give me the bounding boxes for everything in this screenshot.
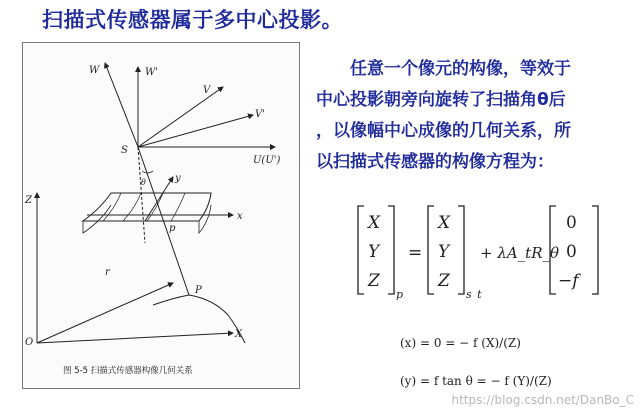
rhs-subscript: s_t xyxy=(466,288,482,300)
strip-y-axis xyxy=(145,177,173,221)
label-w-prime: W' xyxy=(145,67,159,78)
label-r: r xyxy=(105,267,110,278)
formula-y: (y) = f tan θ = − f (Y)/(Z) xyxy=(400,374,552,388)
description-line-3: ，以像幅中心成像的几何关系，所 xyxy=(316,121,571,141)
label-v: V xyxy=(203,85,211,96)
watermark: https://blog.csdn.net/DanBo_C xyxy=(451,393,634,407)
description-line-1: 任意一个像元的构像，等效于 xyxy=(350,59,571,79)
figure-panel xyxy=(22,42,300,389)
col-0: 0 xyxy=(566,213,577,233)
ground-surface xyxy=(153,295,245,343)
rhs-x: X xyxy=(438,213,451,233)
label-s: S xyxy=(121,145,128,156)
imaging-equation xyxy=(352,200,632,300)
v-prime-axis xyxy=(138,115,253,147)
lhs-y: Y xyxy=(368,242,380,262)
nadir-line xyxy=(138,147,145,243)
label-x: x xyxy=(237,211,243,222)
label-theta: θ xyxy=(141,178,146,187)
w-axis xyxy=(105,63,138,147)
label-u: U(U') xyxy=(253,155,281,166)
description-line-4: 以扫描式传感器的构像方程为： xyxy=(316,152,554,172)
description-line-2: 中心投影朝旁向旋转了扫描角θ后 xyxy=(316,90,566,110)
lhs-z: Z xyxy=(368,271,380,291)
label-p-ground: P xyxy=(195,285,202,296)
figure-caption: 图 5-5 扫描式传感器构像几何关系 xyxy=(63,366,193,376)
label-v-prime: V' xyxy=(255,109,265,120)
equals-sign: = xyxy=(408,243,423,263)
rotation-operator: + λA_tR_θ xyxy=(480,244,560,262)
label-x-ground: X xyxy=(235,329,243,340)
label-z: Z xyxy=(25,195,32,206)
ground-vector-r xyxy=(37,283,173,343)
ground-x-axis xyxy=(37,333,233,343)
label-p-small: p xyxy=(169,223,176,234)
v-axis xyxy=(138,87,223,147)
col-1: 0 xyxy=(566,242,577,262)
rhs-y: Y xyxy=(438,242,450,262)
lhs-x: X xyxy=(368,213,381,233)
formula-x: (x) = 0 = − f (X)/(Z) xyxy=(400,336,521,350)
col-2: −f xyxy=(558,271,579,291)
rhs-z: Z xyxy=(438,271,450,291)
label-y: y xyxy=(175,173,181,184)
slide-title: 扫描式传感器属于多中心投影。 xyxy=(42,8,343,32)
geometry-diagram xyxy=(23,43,299,388)
label-w: W xyxy=(89,65,100,76)
label-o: O xyxy=(25,337,34,348)
description-text xyxy=(316,54,634,178)
lhs-subscript: p xyxy=(396,288,404,300)
